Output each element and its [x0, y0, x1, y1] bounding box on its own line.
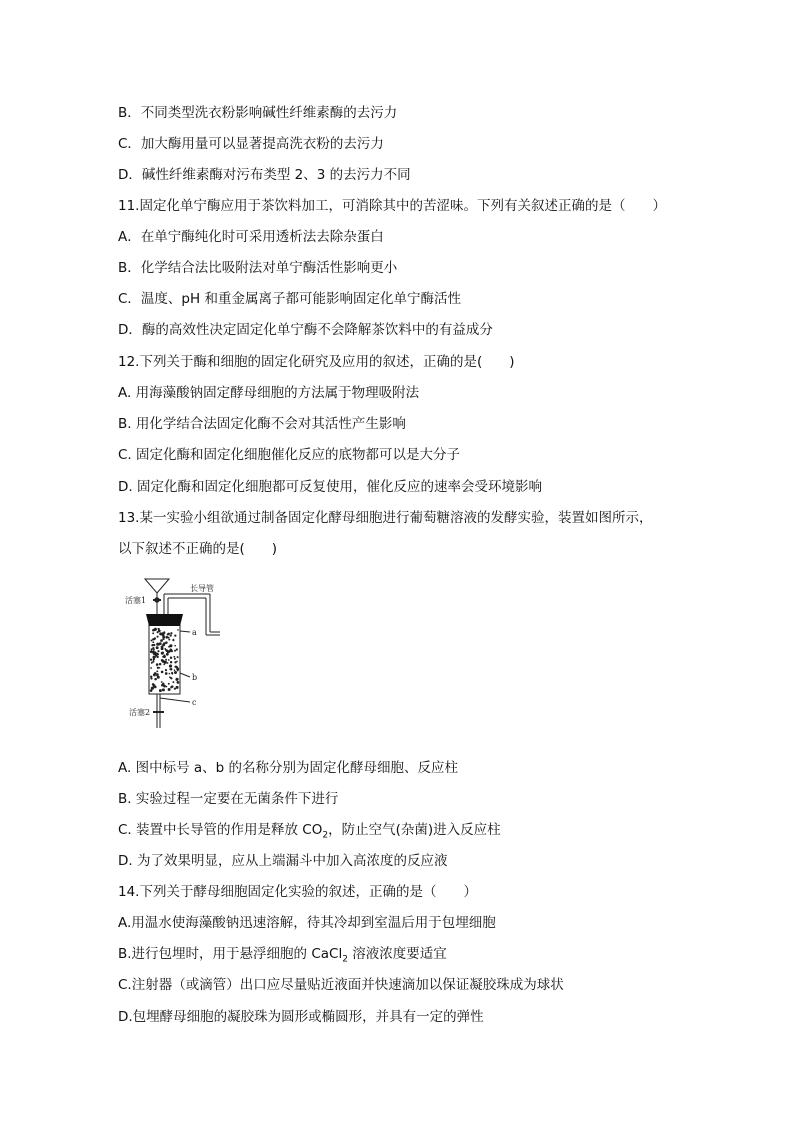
yeast-bead	[161, 632, 164, 635]
yeast-bead	[156, 647, 158, 649]
yeast-bead	[153, 659, 155, 661]
line-11: B. 用化学结合法固定化酶不会对其活性产生影响	[118, 416, 406, 432]
line-18: C. 装置中长导管的作用是释放 $CO_2$，防止空气(杂菌)进入反应柱	[118, 822, 501, 841]
yeast-bead	[163, 683, 165, 685]
yeast-bead	[159, 689, 162, 692]
line-1: B．不同类型洗衣粉影响碱性纤维素酶的去污力	[118, 105, 398, 121]
yeast-bead	[174, 634, 176, 636]
yeast-bead	[150, 677, 152, 679]
yeast-bead	[165, 659, 167, 661]
yeast-bead	[161, 671, 164, 674]
yeast-bead	[152, 641, 154, 643]
yeast-bead	[158, 628, 160, 630]
yeast-bead	[177, 670, 179, 672]
yeast-bead	[170, 661, 172, 663]
question-11: 11.固定化单宁酶应用于茶饮料加工，可消除其中的苦涩味。下列有关叙述正确的是（ ）	[118, 198, 666, 214]
yeast-bead	[153, 650, 155, 652]
yeast-bead	[165, 669, 167, 671]
yeast-bead	[174, 645, 176, 647]
yeast-bead	[165, 672, 168, 675]
yeast-bead	[176, 666, 178, 668]
question-13: 13.某一实验小组欲通过制备固定化酵母细胞进行葡萄糖溶液的发酵实验，装置如图所示，	[118, 510, 653, 526]
yeast-bead	[157, 667, 159, 669]
yeast-bead	[159, 663, 162, 666]
yeast-bead	[172, 681, 174, 683]
yeast-bead	[162, 638, 164, 640]
line-6: B．化学结合法比吸附法对单宁酶活性影响更小	[118, 260, 398, 276]
yeast-bead	[156, 673, 159, 676]
yeast-bead	[174, 650, 176, 652]
line-7: C．温度、pH 和重金属离子都可能影响固定化单宁酶活性	[118, 291, 461, 307]
yeast-bead	[166, 686, 168, 688]
yeast-bead	[156, 670, 158, 672]
line-5: A．在单宁酶纯化时可采用透析法去除杂蛋白	[118, 229, 384, 245]
yeast-bead	[166, 649, 169, 652]
yeast-bead	[176, 678, 179, 681]
yeast-bead	[176, 686, 179, 689]
yeast-bead	[172, 639, 174, 641]
yeast-bead	[177, 656, 179, 658]
yeast-bead	[169, 673, 171, 675]
yeast-bead	[150, 639, 152, 641]
line-19: D. 为了效果明显，应从上端漏斗中加入高浓度的反应液	[118, 853, 448, 869]
yeast-bead	[156, 653, 158, 655]
yeast-bead	[167, 662, 169, 664]
line-8: D．酶的高效性决定固定化单宁酶不会降解茶饮料中的有益成分	[118, 322, 493, 338]
yeast-bead	[161, 652, 164, 655]
yeast-bead	[165, 636, 168, 639]
yeast-bead	[170, 632, 172, 634]
yeast-bead	[168, 688, 171, 691]
yeast-bead	[170, 686, 172, 688]
yeast-bead	[177, 629, 179, 631]
yeast-bead	[162, 688, 165, 691]
yeast-bead	[157, 636, 159, 638]
yeast-bead	[159, 630, 161, 632]
yeast-bead	[176, 648, 178, 650]
yeast-bead	[150, 667, 152, 669]
yeast-bead	[168, 683, 170, 685]
label-valve-1: 活塞1	[125, 596, 147, 605]
yeast-bead	[163, 656, 165, 658]
yeast-bead	[176, 661, 178, 663]
yeast-bead	[169, 644, 172, 647]
line-22: B.进行包埋时，用于悬浮细胞的 CaCl$_2$ 溶液浓度要适宜	[118, 946, 447, 965]
yeast-bead	[173, 656, 175, 658]
yeast-bead	[153, 644, 155, 646]
yeast-bead	[174, 658, 176, 660]
label-valve-2: 活塞2	[129, 708, 151, 717]
yeast-bead	[156, 643, 159, 646]
yeast-bead	[162, 643, 165, 646]
question-12: 12.下列关于酶和细胞的固定化研究及应用的叙述，正确的是( )	[118, 354, 515, 370]
yeast-bead	[164, 648, 166, 650]
yeast-bead	[169, 665, 172, 668]
line-13: D. 固定化酶和固定化细胞都可反复使用，催化反应的速率会受环境影响	[118, 479, 542, 495]
label-b: b	[192, 673, 198, 682]
yeast-bead	[169, 668, 171, 670]
yeast-bead	[174, 671, 177, 674]
yeast-bead	[170, 656, 172, 658]
line-24: D.包埋酵母细胞的凝胶珠为圆形或椭圆形，并具有一定的弹性	[118, 1009, 484, 1025]
yeast-bead	[154, 637, 156, 639]
yeast-bead	[157, 650, 159, 652]
yeast-bead	[150, 689, 153, 692]
line-17: B. 实验过程一定要在无菌条件下进行	[118, 791, 339, 807]
line-21: A.用温水使海藻酸钠迅速溶解，待其冷却到室温后用于包埋细胞	[118, 915, 496, 931]
yeast-bead	[170, 634, 172, 636]
yeast-bead	[161, 681, 163, 683]
yeast-bead	[174, 669, 176, 671]
label-long-tube: 长导管	[190, 584, 214, 593]
yeast-bead	[150, 659, 152, 661]
yeast-bead	[170, 648, 172, 650]
line-10: A. 用海藻酸钠固定酵母细胞的方法属于物理吸附法	[118, 385, 420, 401]
yeast-bead	[169, 676, 171, 678]
yeast-bead	[171, 672, 173, 674]
fermentation-apparatus-diagram	[124, 573, 234, 743]
yeast-bead	[161, 684, 164, 687]
yeast-bead	[168, 639, 170, 641]
yeast-bead	[160, 639, 163, 642]
yeast-bead	[157, 631, 159, 633]
line-16: A. 图中标号 a、b 的名称分别为固定化酵母细胞、反应柱	[118, 760, 459, 776]
question-14: 14.下列关于酵母细胞固定化实验的叙述，正确的是（ ）	[118, 884, 477, 900]
yeast-bead	[153, 673, 156, 676]
yeast-bead	[152, 632, 154, 634]
label-a: a	[192, 628, 197, 637]
yeast-bead	[165, 641, 168, 644]
label-c: c	[192, 698, 197, 707]
yeast-bead	[153, 649, 155, 651]
yeast-bead	[161, 647, 164, 650]
line-15: 以下叙述不正确的是( )	[118, 541, 278, 557]
line-3: D．碱性纤维素酶对污布类型 2、3 的去污力不同	[118, 167, 411, 183]
yeast-bead	[152, 656, 154, 658]
line-2: C．加大酶用量可以显著提高洗衣粉的去污力	[118, 136, 384, 152]
yeast-bead	[168, 659, 170, 661]
yeast-bead	[167, 633, 169, 635]
yeast-bead	[177, 681, 180, 684]
yeast-bead	[153, 628, 156, 631]
yeast-bead	[154, 686, 157, 689]
yeast-bead	[162, 660, 165, 663]
line-23: C.注射器（或滴管）出口应尽量贴近液面并快速滴加以保证凝胶珠成为球状	[118, 977, 564, 993]
yeast-bead	[174, 688, 176, 690]
yeast-bead	[156, 663, 159, 666]
line-12: C. 固定化酶和固定化细胞催化反应的底物都可以是大分子	[118, 447, 461, 463]
yeast-bead	[154, 678, 157, 681]
